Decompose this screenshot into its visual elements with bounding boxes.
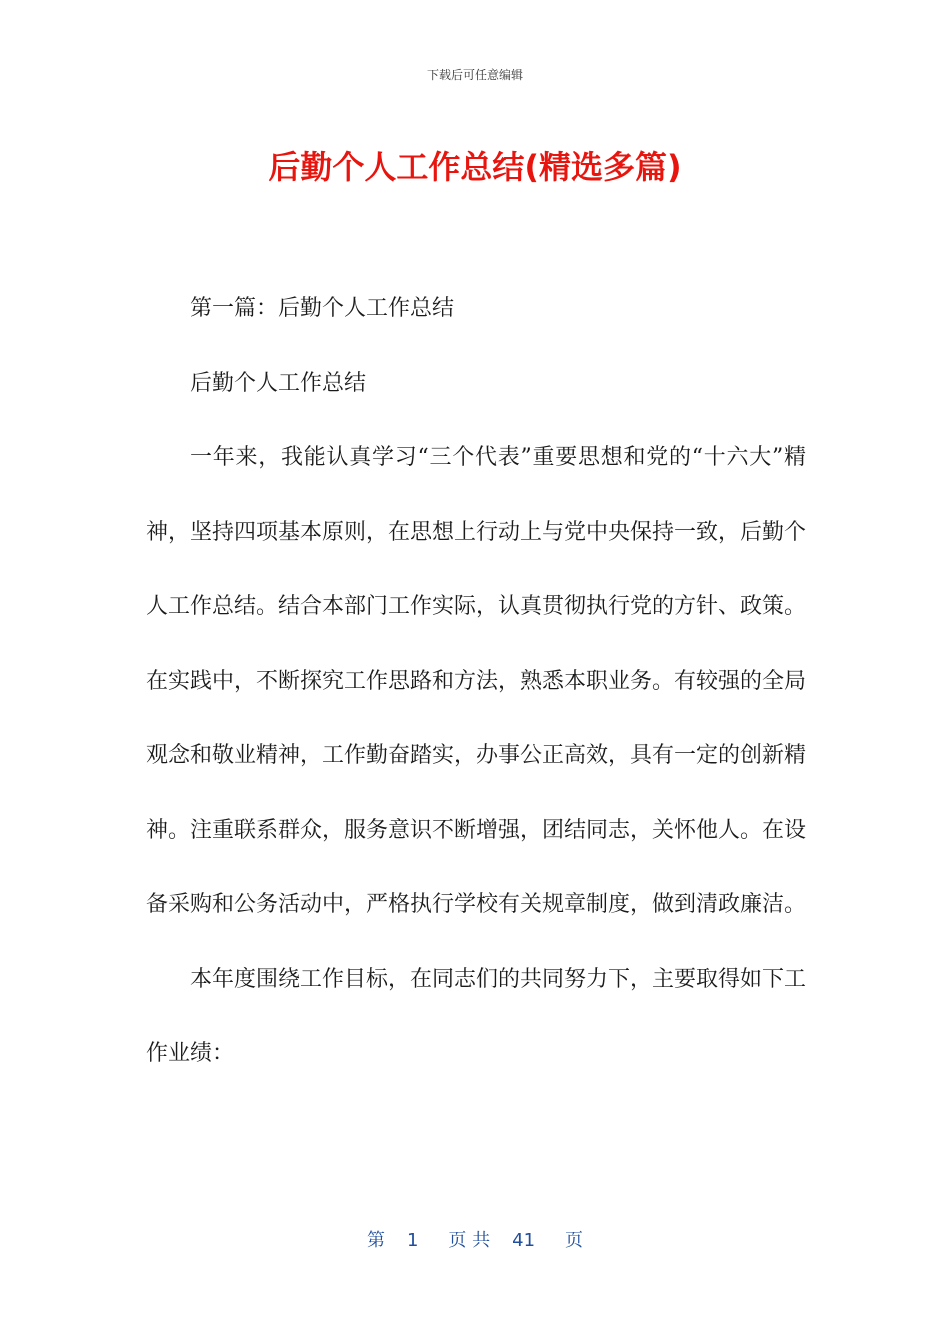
paragraph-body-1: 一年来，我能认真学习“三个代表”重要思想和党的“十六大”精神，坚持四项基本原则，在思想上行动上与党中央保持一致，后勤个人工作总结。结合本部门工作实际，认真贯彻执行党的方针、政策。在实践中，不断探究工作思路和方法，熟悉本职业务。有较强的全局观念和敬业精神，工作勤奋踏实，办事公正高效，具有一定的创新精神。注重联系群众，服务意识不断增强，团结同志，关怀他人。在设备采购和公务活动中，严格执行学校有关规章制度，做到清政廉洁。: [146, 445, 807, 917]
document-title: 后勤个人工作总结(精选多篇): [268, 148, 682, 186]
footer-middle: 页 共: [448, 1230, 491, 1251]
footer-suffix: 页: [565, 1230, 584, 1251]
paragraph-subtitle: 后勤个人工作总结: [190, 370, 367, 396]
header-note: 下载后可任意编辑: [426, 68, 523, 82]
document-body: [146, 272, 806, 1092]
paragraph-body-2: 本年度围绕工作目标，在同志们的共同努力下，主要取得如下工作业绩：: [146, 966, 807, 1066]
paragraph-section-heading: 第一篇：后勤个人工作总结: [190, 296, 455, 321]
footer-prefix: 第: [366, 1230, 385, 1251]
footer-current-page: 1: [406, 1230, 419, 1251]
page-footer: [0, 1226, 950, 1252]
footer-total-pages: 41: [512, 1230, 536, 1251]
